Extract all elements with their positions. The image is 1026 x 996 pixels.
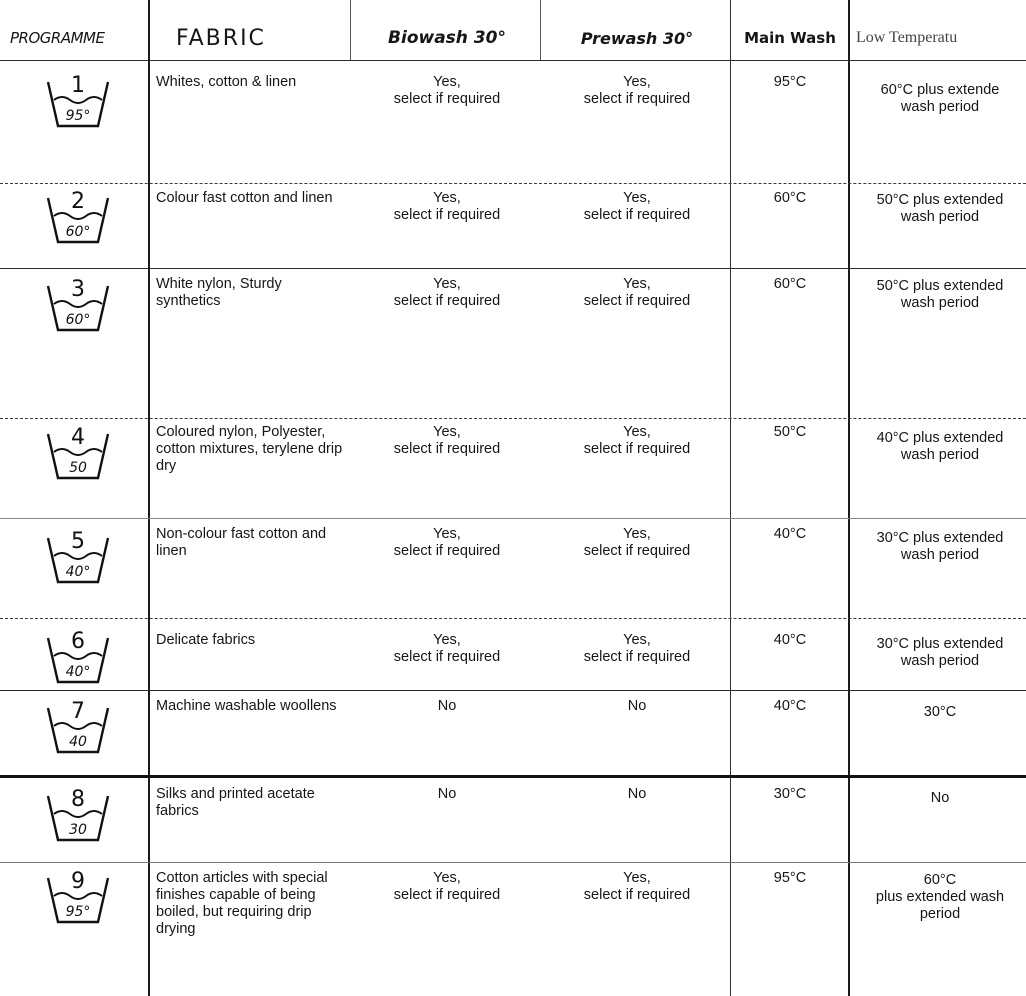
low-temperature-cell-line: 30°C plus extended — [876, 636, 1004, 652]
prewash-cell — [542, 190, 732, 224]
wash-tub-icon — [44, 524, 112, 588]
low-temperature-cell — [852, 192, 1026, 226]
row-divider — [0, 690, 1026, 691]
low-temperature-cell-line: wash period — [900, 99, 980, 115]
biowash-cell-line: Yes, — [433, 190, 461, 206]
column-divider — [148, 0, 150, 996]
programme-temperature: 50 — [69, 460, 87, 476]
low-temperature-cell — [852, 872, 1026, 923]
low-temperature-cell — [852, 82, 1026, 116]
low-temperature-cell-line: wash period — [900, 653, 980, 669]
row-divider — [0, 618, 1026, 620]
main-wash-cell: 30°C — [773, 786, 807, 802]
programme-temperature: 40 — [69, 734, 87, 750]
low-temperature-cell-line: 30°C plus extended — [876, 530, 1004, 546]
prewash-cell-line: select if required — [583, 441, 691, 457]
prewash-cell-line: No — [627, 698, 647, 714]
low-temperature-cell-line: 60°C — [923, 872, 957, 888]
programme-number: 9 — [71, 869, 85, 894]
biowash-cell-line: No — [437, 786, 457, 802]
prewash-cell-line: select if required — [583, 293, 691, 309]
main-wash-cell: 40°C — [773, 698, 807, 714]
programme-number: 5 — [71, 529, 85, 554]
row-divider — [0, 418, 1026, 420]
prewash-cell-line: select if required — [583, 207, 691, 223]
low-temperature-cell-line: No — [930, 790, 950, 806]
prewash-cell-line: Yes, — [623, 424, 651, 440]
header-main-wash: Main Wash — [744, 29, 836, 47]
fabric-cell: Machine washable woollens — [156, 698, 337, 714]
low-temperature-cell-line: wash period — [900, 209, 980, 225]
prewash-cell-line: select if required — [583, 91, 691, 107]
column-divider — [730, 0, 731, 996]
biowash-cell-line: select if required — [393, 91, 501, 107]
programme-temperature: 60° — [65, 224, 91, 240]
biowash-cell-line: select if required — [393, 293, 501, 309]
low-temperature-cell-line: 40°C plus extended — [876, 430, 1004, 446]
wash-tub-icon — [44, 420, 112, 484]
low-temperature-cell — [852, 636, 1026, 670]
low-temperature-cell — [852, 704, 1026, 721]
biowash-cell-line: Yes, — [433, 74, 461, 90]
header-programme: PROGRAMME — [10, 29, 105, 47]
low-temperature-cell-line: 50°C plus extended — [876, 278, 1004, 294]
prewash-cell-line: Yes, — [623, 190, 651, 206]
programme-number: 8 — [71, 787, 85, 812]
biowash-cell — [352, 74, 542, 108]
biowash-cell-line: Yes, — [433, 870, 461, 886]
main-wash-cell: 40°C — [773, 632, 807, 648]
programme-number: 6 — [71, 629, 85, 654]
biowash-cell — [352, 424, 542, 458]
prewash-cell-line: Yes, — [623, 276, 651, 292]
main-wash-cell: 95°C — [773, 870, 807, 886]
low-temperature-cell-line: 60°C plus extende — [880, 82, 1000, 98]
low-temperature-cell-line: 30°C — [923, 704, 957, 720]
wash-tub-icon — [44, 68, 112, 132]
wash-tub-icon — [44, 624, 112, 688]
biowash-cell — [352, 870, 542, 904]
header-low-temperature: Low Temperatu — [856, 29, 958, 46]
programme-temperature: 95° — [65, 904, 91, 920]
row-divider — [0, 183, 1026, 185]
main-wash-cell: 60°C — [773, 190, 807, 206]
fabric-cell: Colour fast cotton and linen — [156, 190, 333, 206]
row-divider — [0, 518, 1026, 519]
programme-number: 3 — [71, 277, 85, 302]
programme-temperature: 40° — [65, 564, 91, 580]
programme-temperature: 30 — [69, 822, 87, 838]
prewash-cell-line: Yes, — [623, 870, 651, 886]
prewash-cell — [542, 424, 732, 458]
programme-number: 4 — [71, 425, 85, 450]
fabric-cell: Whites, cotton & linen — [156, 74, 297, 90]
prewash-cell-line: Yes, — [623, 526, 651, 542]
wash-tub-icon — [44, 272, 112, 336]
low-temperature-cell-line: wash period — [900, 447, 980, 463]
prewash-cell-line: select if required — [583, 887, 691, 903]
fabric-cell: Non-colour fast cotton and linen — [156, 526, 327, 559]
biowash-cell-line: select if required — [393, 887, 501, 903]
main-wash-cell: 95°C — [773, 74, 807, 90]
low-temperature-cell-line: wash period — [900, 547, 980, 563]
prewash-cell — [542, 632, 732, 666]
programme-temperature: 95° — [65, 108, 91, 124]
biowash-cell-line: select if required — [393, 649, 501, 665]
prewash-cell — [542, 786, 732, 803]
biowash-cell — [352, 698, 542, 715]
programme-temperature: 40° — [65, 664, 91, 680]
main-wash-cell: 60°C — [773, 276, 807, 292]
low-temperature-cell-line: wash period — [900, 295, 980, 311]
prewash-cell — [542, 74, 732, 108]
biowash-cell-line: Yes, — [433, 424, 461, 440]
low-temperature-cell — [852, 278, 1026, 312]
prewash-cell — [542, 276, 732, 310]
fabric-cell: Coloured nylon, Polyester, cotton mixtures, terylene drip dry — [156, 424, 343, 474]
row-divider — [0, 268, 1026, 269]
wash-tub-icon — [44, 864, 112, 928]
low-temperature-cell-line: period — [919, 906, 961, 922]
prewash-cell-line: No — [627, 786, 647, 802]
biowash-cell — [352, 526, 542, 560]
programme-number: 7 — [71, 699, 85, 724]
biowash-cell-line: select if required — [393, 543, 501, 559]
low-temperature-cell-line: plus extended wash — [875, 889, 1005, 905]
biowash-cell — [352, 632, 542, 666]
prewash-cell-line: Yes, — [623, 632, 651, 648]
header-prewash: Prewash 30° — [580, 28, 694, 48]
low-temperature-cell — [852, 530, 1026, 564]
header-fabric: FABRIC — [176, 25, 266, 51]
biowash-cell-line: Yes, — [433, 276, 461, 292]
biowash-cell-line: Yes, — [433, 526, 461, 542]
prewash-cell-line: select if required — [583, 649, 691, 665]
biowash-cell-line: Yes, — [433, 632, 461, 648]
fabric-cell: Silks and printed acetate fabrics — [156, 786, 315, 819]
fabric-cell: Cotton articles with special finishes capable of being boiled, but requiring drip drying — [156, 870, 328, 937]
biowash-cell — [352, 276, 542, 310]
prewash-cell-line: Yes, — [623, 74, 651, 90]
prewash-cell — [542, 526, 732, 560]
wash-tub-icon — [44, 694, 112, 758]
main-wash-cell: 50°C — [773, 424, 807, 440]
biowash-cell-line: select if required — [393, 207, 501, 223]
fabric-cell: Delicate fabrics — [156, 632, 256, 648]
row-divider — [0, 862, 1026, 863]
programme-number: 1 — [71, 73, 85, 98]
wash-tub-icon — [44, 184, 112, 248]
fabric-cell: White nylon, Sturdy synthetics — [156, 276, 282, 309]
biowash-cell-line: No — [437, 698, 457, 714]
prewash-cell-line: select if required — [583, 543, 691, 559]
biowash-cell — [352, 190, 542, 224]
column-divider — [848, 0, 850, 996]
prewash-cell — [542, 698, 732, 715]
low-temperature-cell — [852, 790, 1026, 807]
biowash-cell-line: select if required — [393, 441, 501, 457]
low-temperature-cell — [852, 430, 1026, 464]
programme-number: 2 — [71, 189, 85, 214]
programme-temperature: 60° — [65, 312, 91, 328]
wash-tub-icon — [44, 782, 112, 846]
header-rule — [0, 60, 1026, 61]
biowash-cell — [352, 786, 542, 803]
main-wash-cell: 40°C — [773, 526, 807, 542]
prewash-cell — [542, 870, 732, 904]
row-divider — [0, 775, 1026, 778]
header-biowash: Biowash 30° — [388, 28, 506, 48]
low-temperature-cell-line: 50°C plus extended — [876, 192, 1004, 208]
